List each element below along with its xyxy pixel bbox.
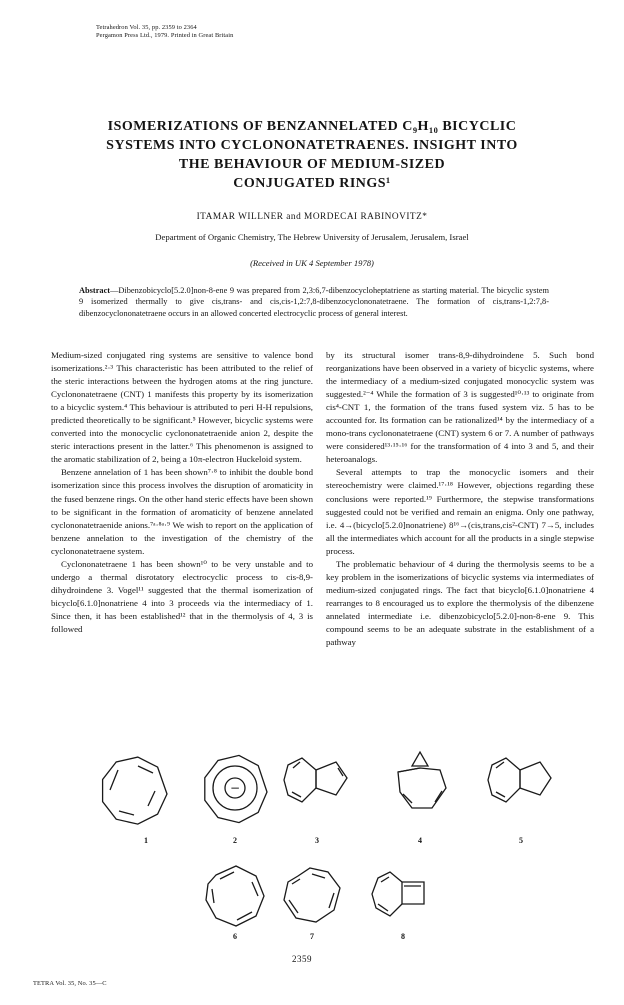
title-line: SYSTEMS INTO CYCLONONATETRAENES. INSIGHT INTO bbox=[106, 138, 518, 153]
structure-label-5: 5 bbox=[519, 836, 523, 845]
structure-label-2: 2 bbox=[233, 836, 237, 845]
page-number: 2359 bbox=[292, 954, 312, 964]
paragraph: Cyclononatetraene 1 has been shown¹⁰ to be very unstable and to undergo a thermal disrotatory electrocyclic process to cis-8,9-dihydroindene 3. Vogel¹¹ suggested that the thermal isomerization of bicyclo[6.1.0]nonatriene 4 into 3 proceeds via the intermediacy of 1. Since then, it has been established¹² that in the thermolysis of 4, 3 is followed bbox=[51, 558, 313, 634]
title-line: THE BEHAVIOUR OF MEDIUM-SIZED bbox=[178, 157, 446, 172]
structure-6-cnt bbox=[206, 866, 264, 926]
structure-label-8: 8 bbox=[401, 932, 405, 941]
publisher-line: Pergamon Press Ltd., 1979. Printed in Great Britain bbox=[96, 32, 234, 39]
received-date: (Received in UK 4 September 1978) bbox=[250, 258, 374, 268]
structure-4-bicyclononatriene bbox=[398, 752, 446, 808]
paragraph: The problematic behaviour of 4 during the thermolysis seems to be a key problem in the isomerizations of bicyclic systems via intermediates of medium-sized conjugated rings. The fact that bicyclo[6.1.0]nonatriene 4 rearranges to 8 encouraged us to explore the thermolysis of the dibenzene annelated intermediate i.e. dibenzobicyclo[5.2.0]-non-8-ene 9. This compound seems to be an adequate substrate in the establishment of a pathway bbox=[326, 558, 594, 648]
structure-label-4: 4 bbox=[418, 836, 422, 845]
paragraph: Benzene annelation of 1 has been shown⁷·⁸ to inhibit the double bond isomerization since this process involves the disruption of aromaticity in the fused benzene rings. On the other hand steric effects have been shown to be significant in the formation of aromaticity of benzene annelated cyclononatetraenide anions.⁷ᵃ·⁸ᵃ·⁹ We wish to report on the application of benzene annelation to the investigation of the chemistry of the cyclononatetraene system. bbox=[51, 467, 313, 556]
affiliation: Department of Organic Chemistry, The Hebrew University of Jerusalem, Jerusalem, Israel bbox=[155, 232, 469, 242]
authors: ITAMAR WILLNER and MORDECAI RABINOVITZ* bbox=[196, 212, 428, 222]
paragraph: Medium-sized conjugated ring systems are sensitive to valence bond isomerizations.²·³ This characteristic has been attributed to the relief of the steric interactions between the hydrogen atoms at the ring juncture. Cyclononatetraene (CNT) 1 manifests this property by its isomerization to a bicyclic system.⁴ This behaviour is attributed to peri H-H repulsions, predicted theoretically to be significant.⁵ However, bicyclic systems were converted into the monocyclic cyclononatetraenide anion 2, despite the steric interactions present in the latter.⁶ This phenomenon is assigned to the aromatic stabilization of 2, being a 10π-electron Huckeloid system. bbox=[51, 350, 313, 465]
structure-label-3: 3 bbox=[315, 836, 319, 845]
anion-charge-symbol: − bbox=[229, 781, 241, 795]
journal-citation: Tetrahedron Vol. 35, pp. 2359 to 2364 bbox=[96, 24, 197, 31]
structure-7-cnt bbox=[284, 868, 340, 922]
title-line: CONJUGATED RINGS¹ bbox=[233, 176, 391, 191]
title-line: ISOMERIZATIONS OF BENZANNELATED C₉H₁₀ BICYCLIC bbox=[107, 119, 517, 134]
abstract-text: —Dibenzobicyclo[5.2.0]non-8-ene 9 was prepared from 2,3:6,7-dibenzocycloheptatriene as starting material. The bicyclic system 9 isomerized thermally to give cis,trans- and cis,cis-1,2:7,8-dibenzocyclononatetraene. The formation of cis,trans-1,2:7,8-dibenzocyclononatetraene occurs in an allowed concerted electrocyclic process of general interest. bbox=[79, 286, 549, 318]
structure-3-cis-dihydroindene bbox=[284, 758, 347, 802]
structure-label-7: 7 bbox=[310, 932, 314, 941]
paragraph: Several attempts to trap the monocyclic isomers and their stereochemistry were claimed.¹⁷·¹⁸ However, objections regarding these conclusions were reported.¹⁹ Furthermore, the stepwise transformations suggested could not be verified and remain an enigma. Only one pathway, i.e. 4→(bicyclo[5.2.0]nonatriene) 8¹⁶→(cis,trans,cis²-CNT) 7→5, includes all the intermediates which account for all the products in a single stepwise process. bbox=[326, 467, 594, 556]
structure-1-cyclononatetraene bbox=[103, 757, 167, 824]
structure-label-1: 1 bbox=[144, 836, 148, 845]
paragraph: by its structural isomer trans-8,9-dihydroindene 5. Such bond reorganizations have been observed in a variety of bicyclic systems, where the intermediacy of a medium-sized conjugated monocyclic system was suggested.²⁻⁴ While the formation of 3 is suggested¹⁰·¹³ to originate from cis⁴-CNT 1, the formation of the trans fused system viz. 5 has to be accounted for. Its formation can be rationalized¹⁴ by the intermediacy of a mono-trans cyclononatetraene (CNT) system 6 or 7. A number of pathways were considered¹³·¹⁵·¹⁶ for the transformation of 4 into 3 and 5, and their heteroanalogs. bbox=[326, 350, 594, 465]
abstract-label: Abstract bbox=[79, 286, 111, 295]
footer-citation: TETRA Vol. 35, No. 35—C bbox=[33, 980, 107, 987]
structure-8-bicyclononatriene bbox=[372, 872, 424, 916]
structure-label-6: 6 bbox=[233, 932, 237, 941]
structure-5-trans-dihydroindene bbox=[488, 758, 551, 802]
